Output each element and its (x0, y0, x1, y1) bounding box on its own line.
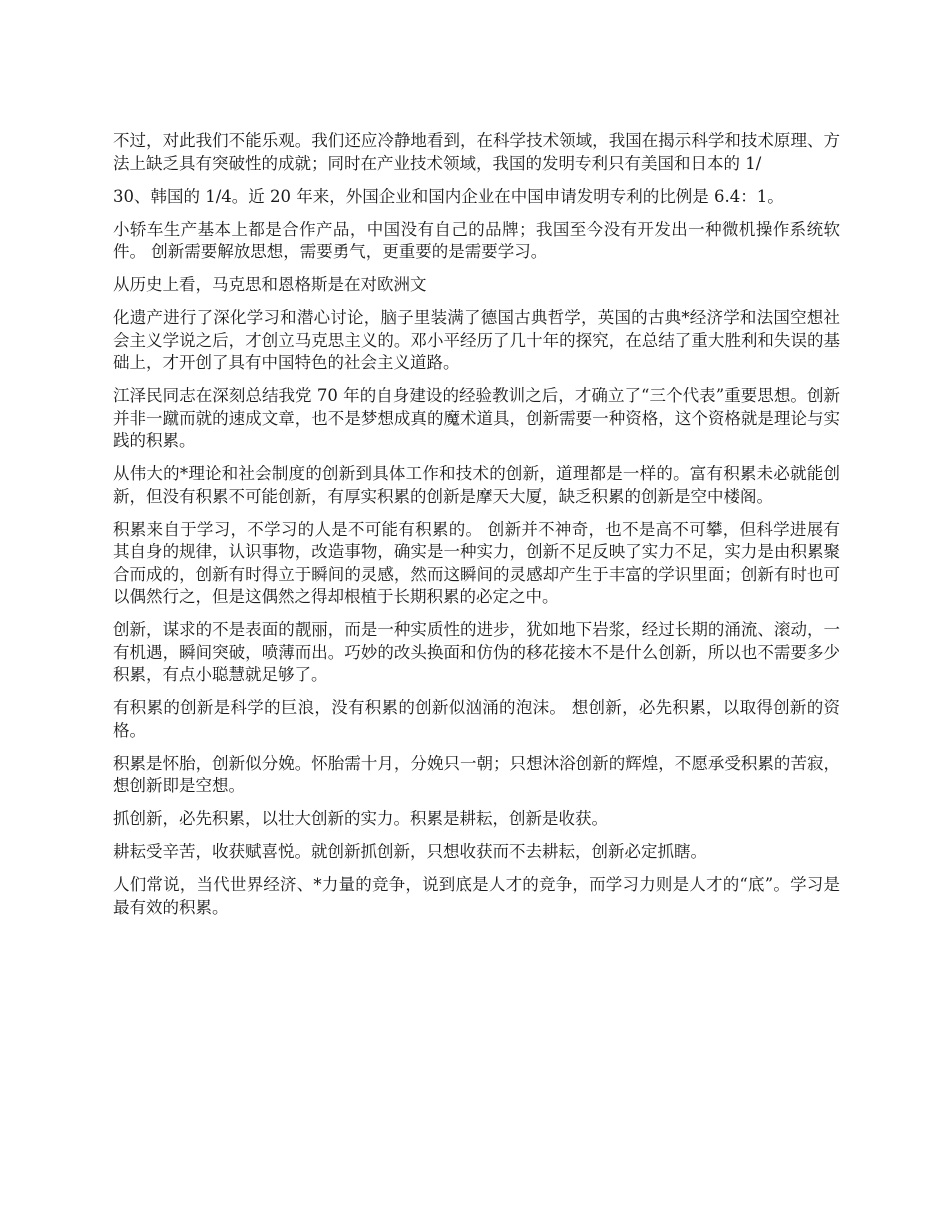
paragraph-4: 从历史上看，马克思和恩格斯是在对欧洲文 (113, 275, 427, 294)
paragraph-6: 江泽民同志在深刻总结我党 70 年的自身建设的经验教训之后，才确立了“三个代表”重要思想。创新并非一蹴而就的速成文章，也不是梦想成真的魔术道具，创新需要一种资格，这个资格就是理论与实践的积累。 (113, 386, 840, 450)
paragraph-5: 化遗产进行了深化学习和潜心讨论，脑子里装满了德国古典哲学，英国的古典*经济学和法国空想社会主义学说之后，才创立马克思主义的。邓小平经历了几十年的探究，在总结了重大胜利和失误的基础上，才开创了具有中国特色的社会主义道路。 (113, 308, 840, 372)
paragraph-12: 抓创新，必先积累，以壮大创新的实力。积累是耕耘，创新是收获。 (113, 809, 608, 828)
document-body (113, 130, 840, 930)
paragraph-11: 积累是怀胎，创新似分娩。怀胎需十月，分娩只一朝；只想沐浴创新的辉煌，不愿承受积累的苦寂，想创新即是空想。 (113, 753, 840, 795)
paragraph-14: 人们常说，当代世界经济、*力量的竞争，说到底是人才的竞争，而学习力则是人才的“底”。学习是最有效的积累。 (113, 875, 840, 917)
paragraph-13: 耕耘受辛苦，收获赋喜悦。就创新抓创新，只想收获而不去耕耘，创新必定抓瞎。 (113, 842, 707, 861)
paragraph-9: 创新，谋求的不是表面的靓丽，而是一种实质性的进步，犹如地下岩浆，经过长期的涌流、滚动，一有机遇，瞬间突破，喷薄而出。巧妙的改头换面和仿伪的移花接木不是什么创新，所以也不需要多少积累，有点小聪慧就足够了。 (113, 620, 840, 684)
paragraph-3: 小轿车生产基本上都是合作产品，中国没有自己的品牌；我国至今没有开发出一种微机操作系统软件。 创新需要解放思想，需要勇气，更重要的是需要学习。 (113, 219, 840, 261)
paragraph-8: 积累来自于学习，不学习的人是不可能有积累的。 创新并不神奇，也不是高不可攀，但科学进展有其自身的规律，认识事物，改造事物，确实是一种实力，创新不足反映了实力不足，实力是由积累聚合而成的，创新有时得立于瞬间的灵感，然而这瞬间的灵感却产生于丰富的学识里面；创新有时也可以偶然行之，但是这偶然之得却根植于长期积累的必定之中。 (113, 519, 840, 606)
paragraph-2: 30、韩国的 1/4。近 20 年来，外国企业和国内企业在中国申请发明专利的比例是 6.4：1。 (113, 186, 784, 206)
paragraph-1: 不过，对此我们不能乐观。我们还应冷静地看到，在科学技术领域，我国在揭示科学和技术原理、方法上缺乏具有突破性的成就；同时在产业技术领域，我国的发明专利只有美国和日本的 1/ (113, 131, 840, 173)
paragraph-10: 有积累的创新是科学的巨浪，没有积累的创新似汹涌的泡沫。 想创新，必先积累，以取得创新的资格。 (113, 698, 840, 740)
paragraph-7: 从伟大的*理论和社会制度的创新到具体工作和技术的创新，道理都是一样的。富有积累未必就能创新，但没有积累不可能创新，有厚实积累的创新是摩天大厦，缺乏积累的创新是空中楼阁。 (113, 464, 840, 506)
